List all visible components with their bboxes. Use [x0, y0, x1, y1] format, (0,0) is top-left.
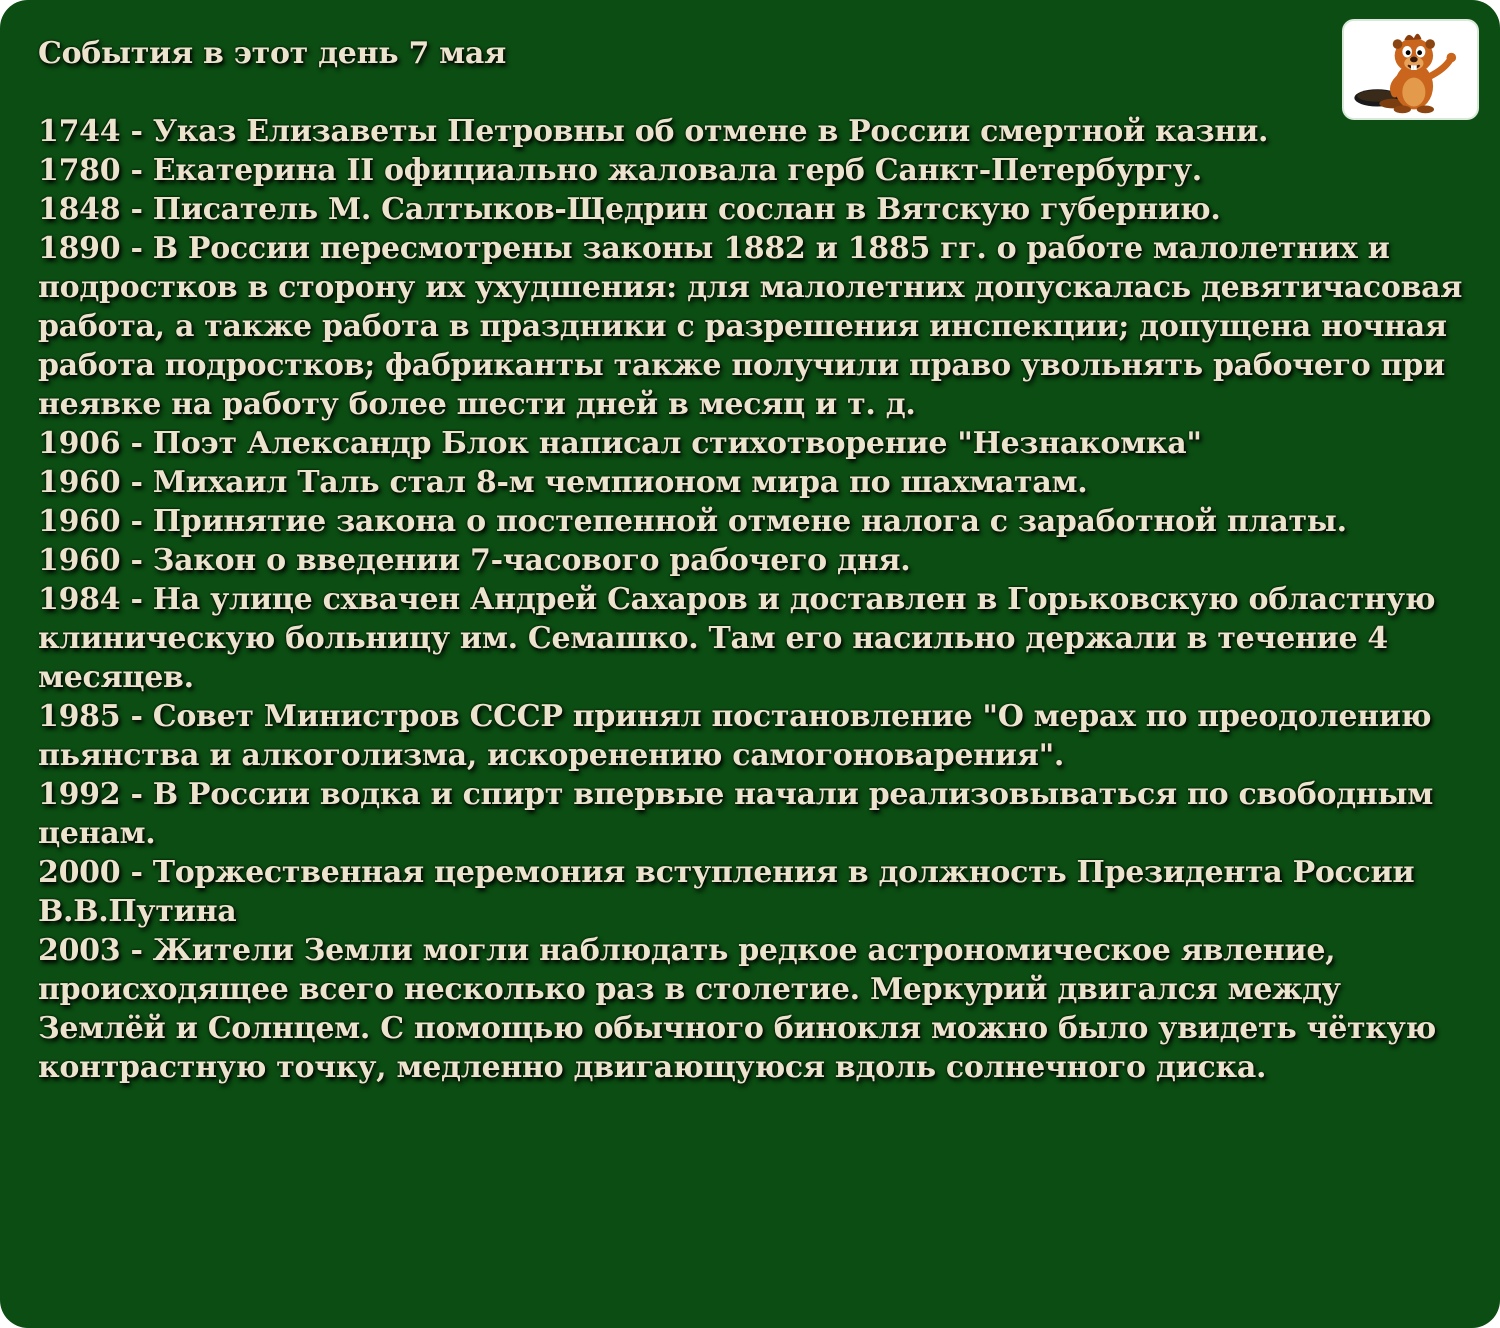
event-item: 1992 - В России водка и спирт впервые начали реализовываться по свободным ценам.: [38, 777, 1434, 851]
event-item: 1960 - Принятие закона о постепенной отмене налога с заработной платы.: [38, 504, 1347, 539]
logo-box: [1342, 19, 1479, 120]
event-item: 1960 - Михаил Таль стал 8-м чемпионом мира по шахматам.: [38, 465, 1088, 500]
content: [38, 34, 1468, 1087]
event-item: 1780 - Екатерина II официально жаловала герб Санкт-Петербургу.: [38, 153, 1202, 188]
event-item: 1906 - Поэт Александр Блок написал стихотворение "Незнакомка": [38, 426, 1202, 461]
page-title: События в этот день 7 мая: [38, 36, 506, 71]
event-item: 1985 - Совет Министров СССР принял постановление "О мерах по преодолению пьянства и алкоголизма, искоренению самогоноварения".: [38, 699, 1432, 773]
event-item: 1848 - Писатель М. Салтыков-Щедрин сослан в Вятскую губернию.: [38, 192, 1221, 227]
events-list: [38, 112, 1468, 1087]
beaver-icon: [1344, 21, 1477, 118]
event-item: 1744 - Указ Елизаветы Петровны об отмене в России смертной казни.: [38, 114, 1269, 149]
event-item: 2003 - Жители Земли могли наблюдать редкое астрономическое явление, происходящее всего несколько раз в столетие. Меркурий двигался между Землёй и Солнцем. С помощью обычного бинокля можно было увидеть чёткую контрастную точку, медленно двигающуюся вдоль солнечного диска.: [38, 933, 1437, 1085]
event-item: 2000 - Торжественная церемония вступления в должность Президента России В.В.Путина: [38, 855, 1415, 929]
event-item: 1890 - В России пересмотрены законы 1882 и 1885 гг. о работе малолетних и подростков в сторону их ухудшения: для малолетних допускалась девятичасовая работа, а также работа в праздники с разрешения инспекции; допущена ночная работа подростков; фабриканты также получили право увольнять рабочего при неявке на работу более шести дней в месяц и т. д.: [38, 231, 1463, 422]
event-item: 1984 - На улице схвачен Андрей Сахаров и доставлен в Горьковскую областную клиническую больницу им. Семашко. Там его насильно держали в течение 4 месяцев.: [38, 582, 1436, 695]
event-item: 1960 - Закон о введении 7-часового рабочего дня.: [38, 543, 911, 578]
